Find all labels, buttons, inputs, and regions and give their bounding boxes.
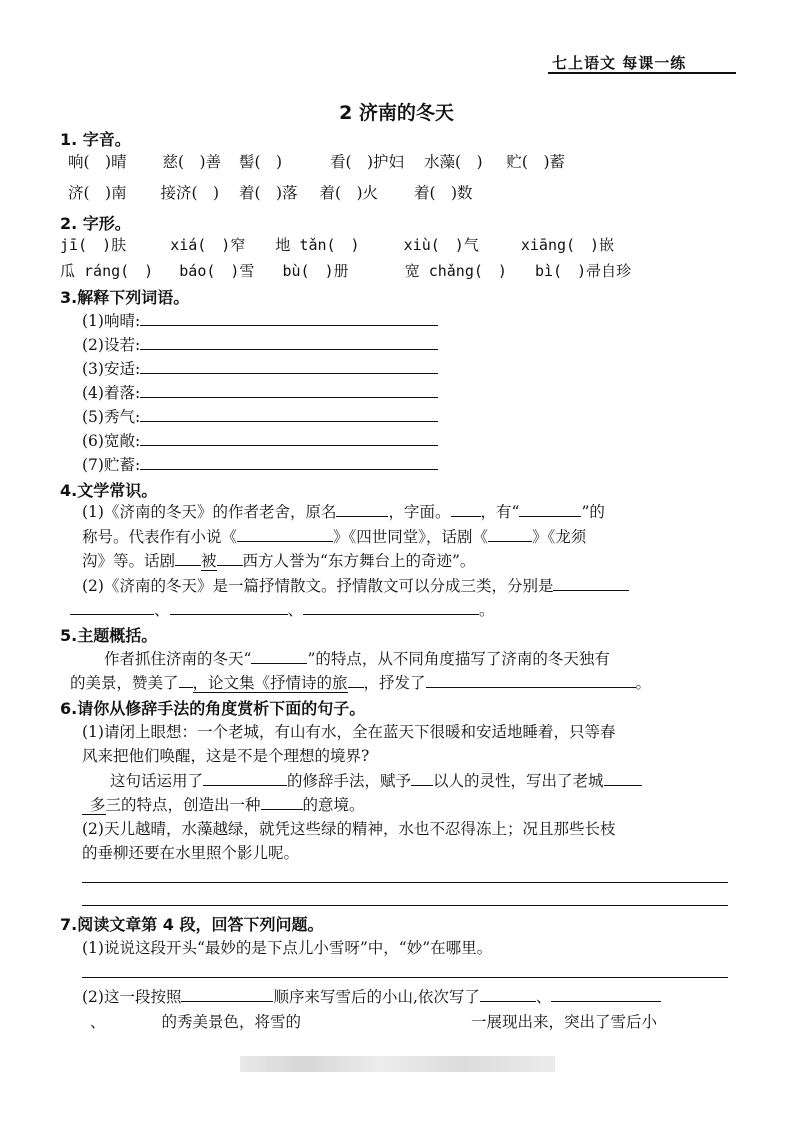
text: ”的特点，从不同角度描写了济南的冬天独有 bbox=[307, 650, 610, 668]
text: 被 bbox=[201, 552, 217, 570]
text: ，论文集《抒情诗的旅 bbox=[192, 674, 348, 692]
answer-blank[interactable] bbox=[217, 551, 243, 566]
item: 看( )护妇 bbox=[329, 153, 405, 171]
reading-q1: (1)说说这段开头“最妙的是下点儿小雪呀”中，“妙”在哪里。 bbox=[82, 939, 493, 957]
header-underline bbox=[548, 72, 736, 74]
item: 接济( ) bbox=[160, 184, 220, 202]
rhetoric-q2-line-1: (2)天儿越晴，水藻越绿，就凭这些绿的精神，水也不忍得冻上；况且那些长枝 bbox=[82, 820, 616, 838]
theme-line-1 bbox=[104, 647, 610, 669]
term-label: (3)安适: bbox=[82, 360, 141, 378]
section-1-row-2 bbox=[68, 181, 473, 203]
definition-row-5 bbox=[82, 405, 438, 427]
item: 瓜 ráng( ) bbox=[60, 262, 154, 280]
item: 着( )落 bbox=[238, 184, 298, 202]
definition-row-2 bbox=[82, 333, 438, 355]
answer-blank[interactable] bbox=[488, 527, 532, 542]
item: xiù( )气 bbox=[403, 236, 479, 254]
page-title: 2 济南的冬天 bbox=[339, 102, 454, 124]
item: báo( )雪 bbox=[179, 262, 255, 280]
text: (1)《济南的冬天》的作者老舍，原名 bbox=[82, 503, 337, 521]
answer-blank[interactable] bbox=[140, 407, 438, 422]
literature-line-5 bbox=[70, 598, 495, 620]
item: 慈( )善 bbox=[162, 153, 222, 171]
term-label: (5)秀气: bbox=[82, 408, 141, 426]
item: 水藻( ) bbox=[423, 153, 483, 171]
text: 顺序来写雪后的小山,依次写了 bbox=[273, 988, 480, 1006]
section-4-heading: 4.文学常识。 bbox=[60, 481, 158, 500]
text: ，有“ bbox=[480, 503, 520, 521]
text: ，抒发了 bbox=[363, 674, 426, 692]
theme-line-2 bbox=[70, 671, 651, 693]
answer-blank[interactable] bbox=[411, 771, 433, 786]
blurred-watermark bbox=[240, 1056, 555, 1072]
answer-blank[interactable] bbox=[551, 987, 661, 1002]
rhetoric-q1-line-1: (1)请闭上眼想：一个老城，有山有水，全在蓝天下很暖和安适地睡着，只等春 bbox=[82, 723, 616, 741]
text: 。 bbox=[479, 601, 495, 619]
answer-blank[interactable] bbox=[140, 359, 438, 374]
answer-blank[interactable] bbox=[426, 673, 636, 688]
reading-q2-line-2 bbox=[90, 1010, 657, 1032]
answer-blank[interactable] bbox=[237, 527, 333, 542]
answer-blank[interactable] bbox=[203, 771, 287, 786]
item: 贮( )蓄 bbox=[506, 153, 566, 171]
text: 一展现出来，突出了雪后小 bbox=[471, 1013, 658, 1031]
section-5-heading: 5.主题概括。 bbox=[60, 626, 158, 645]
definition-row-6 bbox=[82, 429, 438, 451]
section-6-heading: 6.请你从修辞手法的角度赏析下面的句子。 bbox=[60, 699, 366, 718]
answer-line[interactable] bbox=[82, 882, 728, 883]
literature-line-4 bbox=[82, 574, 629, 596]
section-1-row-1 bbox=[68, 150, 565, 172]
reading-q2-line-1 bbox=[82, 985, 661, 1007]
answer-blank[interactable] bbox=[181, 987, 273, 1002]
item: 宽 chǎng( ) bbox=[404, 262, 507, 280]
definition-row-4 bbox=[82, 381, 438, 403]
section-2-row-2 bbox=[60, 260, 631, 281]
item: 着( )火 bbox=[319, 184, 379, 202]
term-label: (1)响晴: bbox=[82, 312, 141, 330]
item: 髻( ) bbox=[238, 153, 283, 171]
item: bì( )帚自珍 bbox=[535, 262, 632, 280]
definition-row-1 bbox=[82, 309, 438, 331]
answer-blank[interactable] bbox=[140, 431, 438, 446]
definition-row-7 bbox=[82, 453, 438, 475]
text: 、 bbox=[154, 601, 170, 619]
text: ，字 bbox=[388, 503, 420, 521]
item: bù( )册 bbox=[282, 262, 349, 280]
item: xiá( )窄 bbox=[170, 236, 246, 254]
answer-blank[interactable] bbox=[170, 600, 288, 615]
text: 这句话运用了 bbox=[110, 772, 204, 790]
text: 的修辞手法，赋予 bbox=[287, 772, 412, 790]
answer-line[interactable] bbox=[82, 977, 728, 978]
text: 称号。代表作有小说《 bbox=[82, 528, 238, 546]
answer-line[interactable] bbox=[82, 905, 728, 906]
text: 、 bbox=[287, 601, 304, 619]
text: (2)这一段按照 bbox=[82, 988, 182, 1006]
answer-blank[interactable] bbox=[348, 673, 364, 688]
term-label: (7)贮蓄: bbox=[82, 456, 141, 474]
section-2-row-1 bbox=[60, 234, 614, 255]
literature-line-3 bbox=[82, 549, 475, 571]
term-label: (6)宽敞: bbox=[82, 432, 141, 450]
text: 作者抓住济南的冬天“ bbox=[104, 650, 252, 668]
text: 的秀美景色，将雪的 bbox=[161, 1013, 302, 1031]
text: (2)《济南的冬天》是一篇抒情散文。抒情散文可以分成三类，分别是 bbox=[82, 577, 554, 595]
item: xiāng( )嵌 bbox=[520, 236, 615, 254]
series-header: 七上语文 每课一练 bbox=[552, 54, 687, 72]
text: 、 bbox=[535, 988, 552, 1006]
answer-blank[interactable] bbox=[451, 502, 481, 517]
answer-blank[interactable] bbox=[70, 600, 154, 615]
item: 响( )晴 bbox=[68, 153, 127, 171]
item: 地 tǎn( ) bbox=[275, 236, 360, 254]
answer-blank[interactable] bbox=[261, 795, 303, 810]
answer-blank[interactable] bbox=[251, 649, 307, 664]
answer-blank[interactable] bbox=[179, 673, 193, 688]
term-label: (4)着落: bbox=[82, 384, 141, 402]
answer-blank[interactable] bbox=[175, 551, 201, 566]
rhetoric-a1-line-2 bbox=[82, 793, 365, 815]
text: ”的 bbox=[581, 503, 605, 521]
item: 着( )数 bbox=[413, 184, 473, 202]
section-3-heading: 3.解释下列词语。 bbox=[60, 288, 190, 307]
rhetoric-q1-line-2: 风来把他们唤醒，这是不是个理想的境界? bbox=[82, 747, 370, 765]
item: 济( )南 bbox=[68, 184, 127, 202]
literature-line-2 bbox=[82, 525, 586, 547]
answer-blank[interactable] bbox=[140, 335, 438, 350]
section-2-heading: 2. 字形。 bbox=[60, 214, 131, 233]
answer-blank[interactable] bbox=[140, 311, 438, 326]
text: 、 bbox=[90, 1013, 106, 1031]
text: 。 bbox=[635, 674, 652, 692]
answer-blank[interactable] bbox=[519, 502, 581, 517]
answer-blank[interactable] bbox=[303, 600, 479, 615]
text: 》《四世同堂》，话剧《 bbox=[333, 528, 489, 546]
answer-blank[interactable] bbox=[553, 576, 629, 591]
item: jī( )肤 bbox=[60, 236, 127, 254]
text: 西方人誉为“东方舞台上的奇迹”。 bbox=[242, 552, 476, 570]
text: 面。 bbox=[419, 503, 451, 521]
text: 多 bbox=[82, 796, 106, 815]
definition-row-3 bbox=[82, 357, 438, 379]
text: 三的特点，创造出一种 bbox=[105, 796, 261, 814]
answer-blank[interactable] bbox=[336, 502, 388, 517]
answer-blank[interactable] bbox=[480, 987, 536, 1002]
text: 以人的灵性，写出了老城 bbox=[433, 772, 604, 790]
text: 的意境。 bbox=[302, 796, 365, 814]
answer-blank[interactable] bbox=[140, 383, 438, 398]
rhetoric-q2-line-2: 的垂柳还要在水里照个影儿呢。 bbox=[82, 844, 300, 862]
literature-line-1 bbox=[82, 500, 605, 522]
section-1-heading: 1. 字音。 bbox=[60, 130, 131, 149]
section-7-heading: 7.阅读文章第 4 段，回答下列问题。 bbox=[60, 915, 324, 934]
text: 沟》等。话剧 bbox=[82, 552, 176, 570]
term-label: (2)设若: bbox=[82, 336, 141, 354]
text: 》《龙须 bbox=[532, 528, 587, 546]
text: 的美景，赞美了 bbox=[70, 674, 179, 692]
rhetoric-a1-line-1 bbox=[110, 769, 642, 791]
answer-blank[interactable] bbox=[140, 455, 438, 470]
answer-blank[interactable] bbox=[604, 771, 642, 786]
